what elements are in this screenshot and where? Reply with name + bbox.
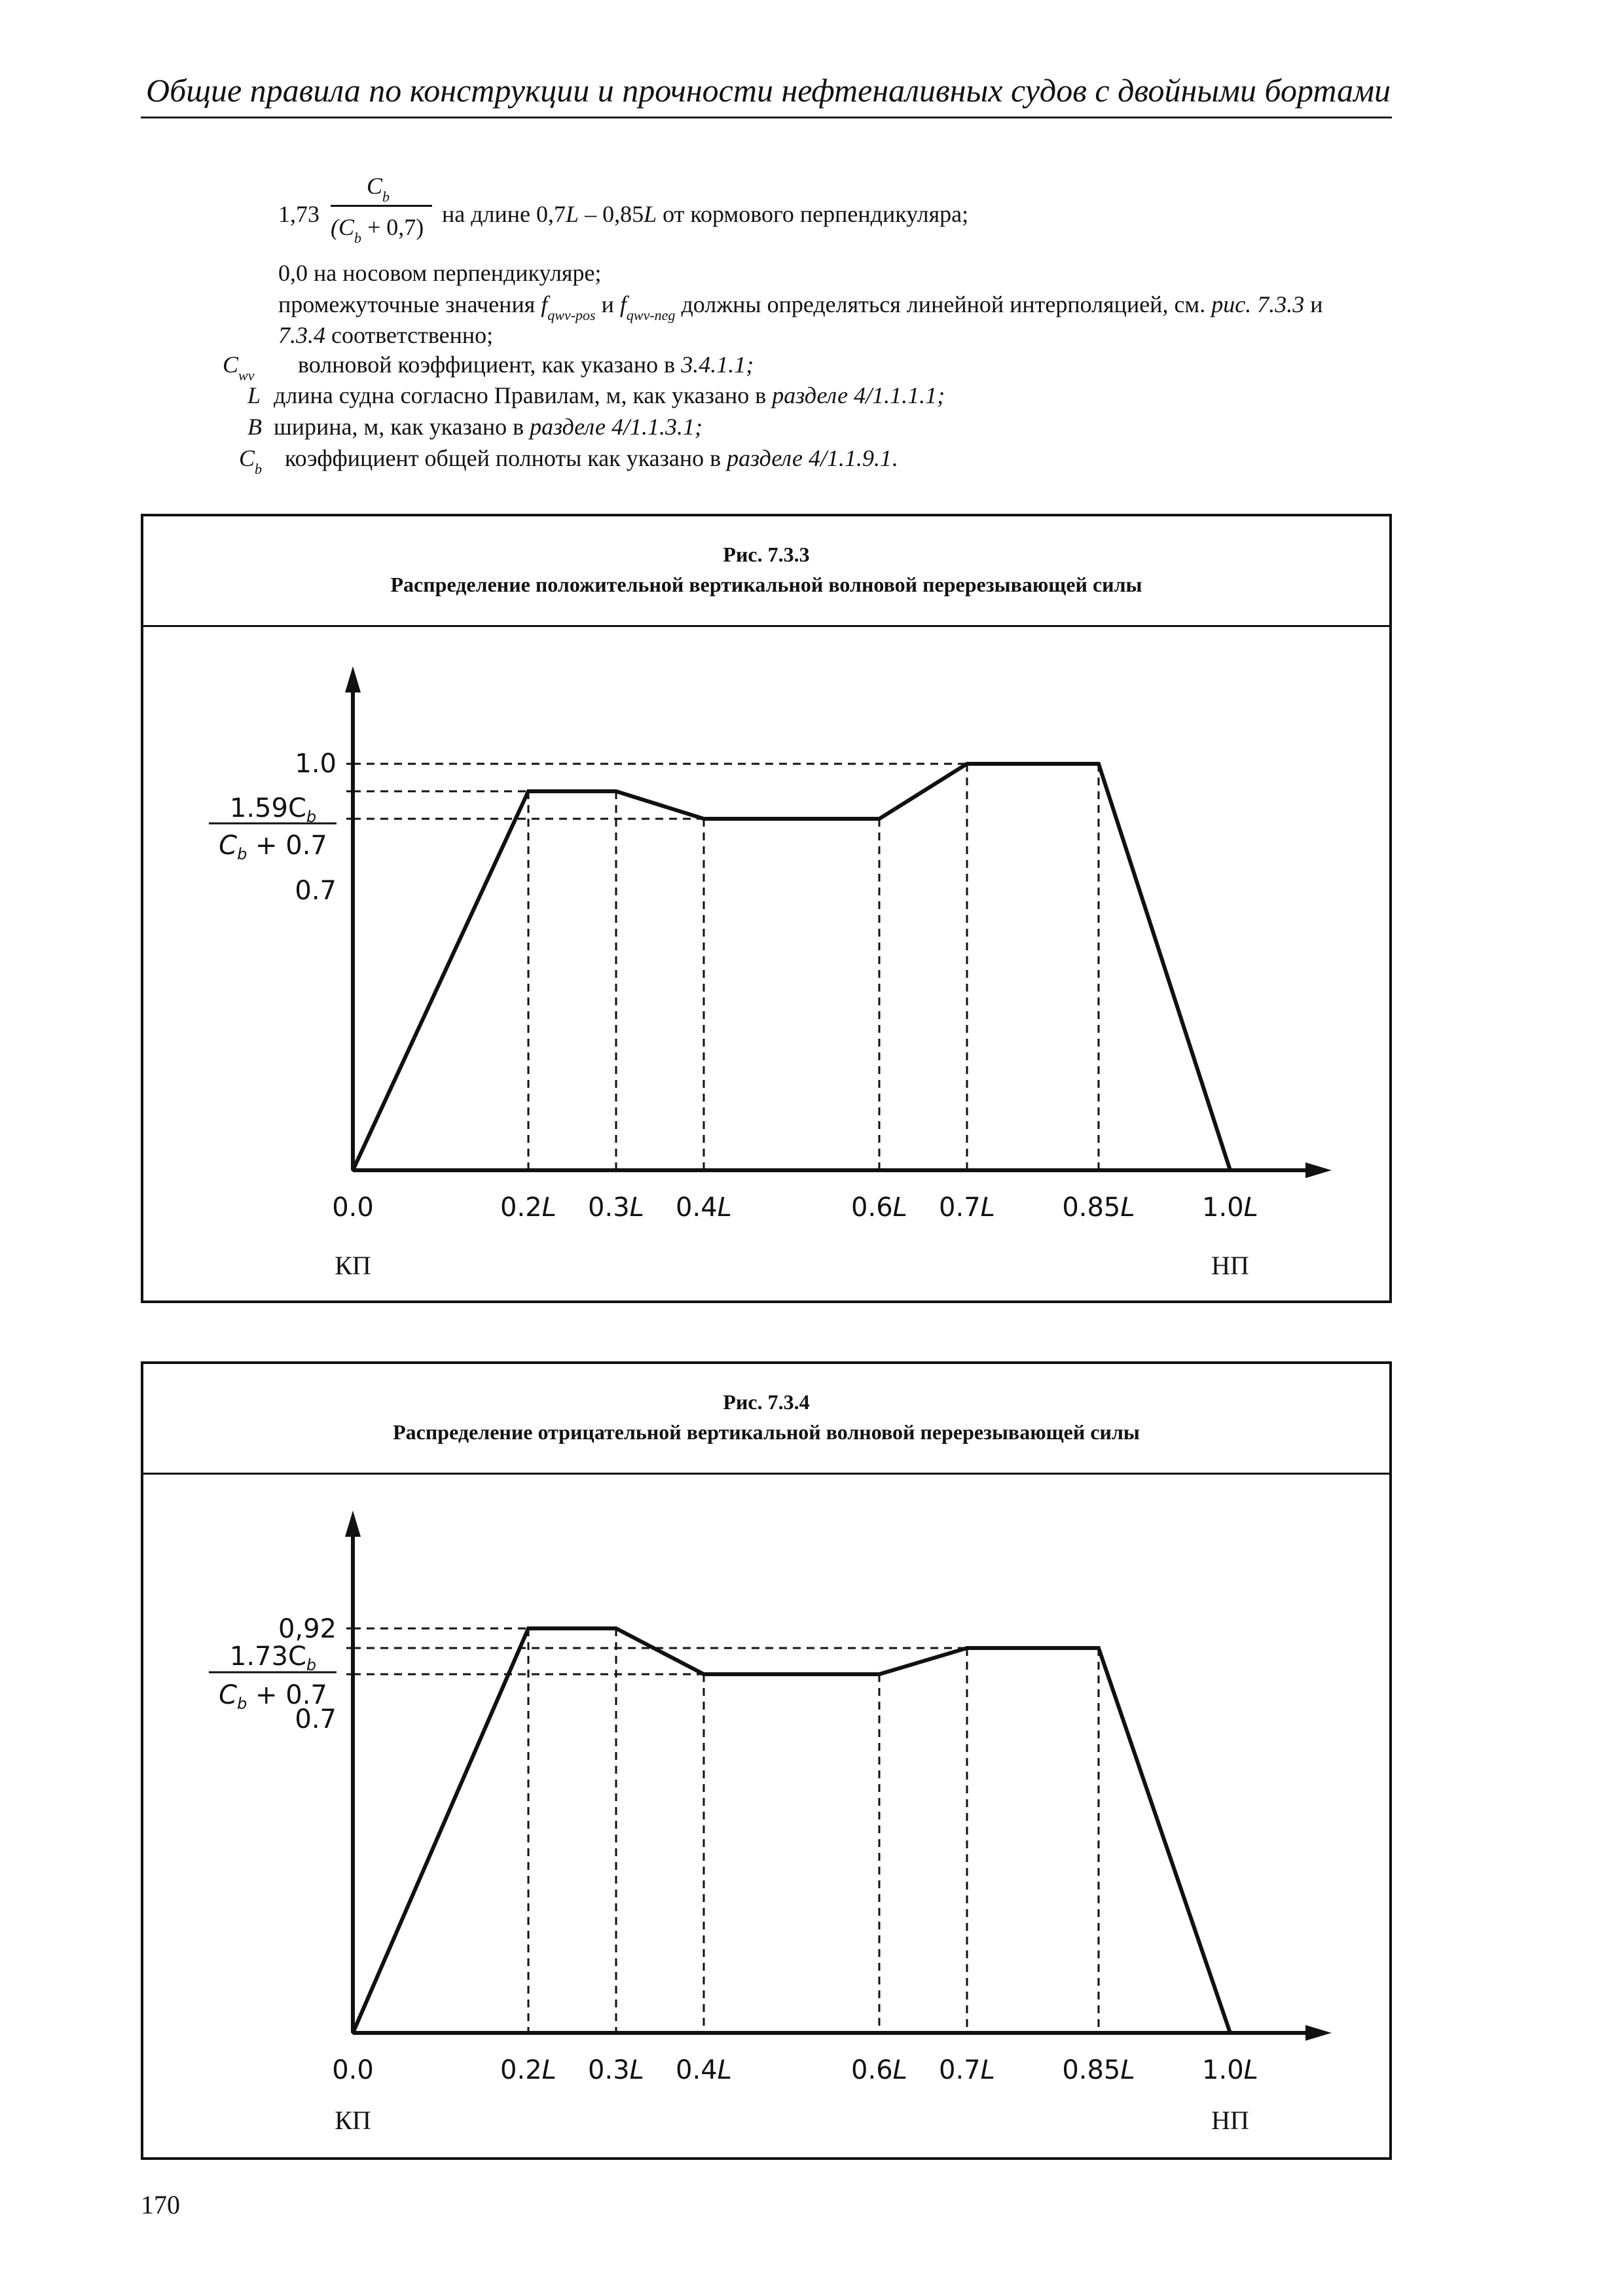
y-label-fraction — [209, 1641, 337, 1713]
data-point — [1097, 1647, 1100, 1649]
formula-numerator: $C_b$ — [367, 173, 390, 205]
def-b-symbol: B — [247, 414, 262, 440]
data-point — [615, 790, 617, 793]
data-point — [527, 1627, 530, 1630]
def-cb-symbol: $C_b$ — [239, 445, 263, 477]
data-point — [878, 1673, 881, 1676]
y-label-low: 0.7 — [295, 876, 337, 906]
def-b-text: ширина, м, как указано в разделе 4/1.1.3.1; — [274, 414, 702, 440]
x-end-label-aft: КП — [335, 2106, 371, 2135]
data-point — [615, 1627, 617, 1630]
figure-7-3-3 — [141, 514, 1392, 1303]
y-axis-arrow — [345, 666, 361, 692]
x-axis-arrow — [1305, 1162, 1332, 1178]
page-header-title: Общие правила по конструкции и прочности нефтеналивных судов с двойными бортами — [145, 72, 1391, 109]
def-l-text: длина судна согласно Правилам, м, как указано в разделе 4/1.1.1.1; — [274, 382, 945, 408]
figure-header — [143, 516, 1389, 627]
x-end-label-aft: КП — [335, 1251, 371, 1280]
chart-positive-shear — [143, 627, 1389, 1300]
x-tick-label: 1.0L — [1202, 1193, 1258, 1223]
data-point — [1229, 2032, 1231, 2034]
data-point — [966, 1647, 968, 1649]
figure-caption: Распределение положительной вертикальной волновой перерезывающей силы — [390, 573, 1142, 596]
x-tick-label: 0.6L — [851, 2055, 907, 2085]
formula-coefficient: 1,73 — [278, 201, 319, 227]
def-cwv-text: волновой коэффициент, как указано в 3.4.1.1; — [298, 351, 754, 378]
data-point — [352, 1169, 354, 1172]
x-end-label-fore: НП — [1211, 2106, 1249, 2135]
x-tick-label: 0.0 — [332, 2055, 374, 2085]
def-cb-text: коэффициент общей полноты как указано в разделе 4/1.1.9.1. — [285, 445, 898, 471]
data-point — [878, 817, 881, 820]
formula-fraction-bar — [331, 205, 432, 207]
figure-caption: Распределение отрицательной вертикальной волновой перерезывающей силы — [393, 1420, 1140, 1444]
figure-header — [143, 1364, 1389, 1475]
y-fraction-numerator: $1.59C_b$ — [229, 793, 317, 826]
y-label-top: 1.0 — [295, 749, 337, 779]
x-tick-label: 0.6L — [851, 1193, 907, 1223]
x-end-label-fore: НП — [1211, 1251, 1249, 1280]
x-tick-label: 0.4L — [676, 2055, 732, 2085]
figure-7-3-4 — [141, 1361, 1392, 2160]
page-number: 170 — [141, 2190, 180, 2219]
x-tick-label: 0.2L — [500, 1193, 556, 1223]
figure-number: Рис. 7.3.4 — [723, 1390, 810, 1414]
data-point — [1229, 1169, 1231, 1172]
y-fraction-denominator: $C_b + 0.7$ — [219, 1680, 327, 1713]
y-label-low: 0.7 — [295, 1704, 337, 1734]
data-point — [702, 817, 705, 820]
x-tick-label: 0.0 — [332, 1193, 374, 1223]
figure-number: Рис. 7.3.3 — [723, 543, 810, 566]
def-l-symbol: L — [247, 382, 261, 408]
header-divider — [141, 117, 1392, 118]
def-cwv-symbol: $C_{wv}$ — [223, 351, 255, 384]
y-fraction-denominator: $C_b + 0.7$ — [219, 831, 327, 863]
text-line-bow: 0,0 на носовом перпендикуляре; — [278, 260, 602, 286]
x-tick-label: 0.85L — [1062, 1193, 1135, 1223]
data-point — [527, 790, 530, 793]
formula-denominator: $(C_b + 0,7)$ — [331, 214, 424, 246]
x-tick-label: 0.7L — [939, 2055, 995, 2085]
x-axis-arrow — [1305, 2025, 1332, 2041]
x-tick-label: 0.3L — [588, 2055, 644, 2085]
y-label-fraction — [209, 793, 337, 863]
x-tick-label: 0.3L — [588, 1193, 644, 1223]
text-line-respectively: 7.3.4 соответственно; — [278, 322, 494, 348]
formula-range-text: на длине 0,7L – 0,85L от кормового перпендикуляра; — [442, 201, 969, 227]
y-axis-arrow — [345, 1511, 361, 1537]
x-tick-label: 1.0L — [1202, 2055, 1258, 2085]
y-fraction-numerator: $1.73C_b$ — [229, 1641, 317, 1674]
data-point — [1097, 762, 1100, 765]
x-tick-label: 0.85L — [1062, 2055, 1135, 2085]
chart-negative-shear — [143, 1475, 1389, 2157]
data-point — [966, 762, 968, 765]
x-tick-label: 0.2L — [500, 2055, 556, 2085]
y-label-top: 0,92 — [278, 1614, 337, 1644]
data-point — [352, 2032, 354, 2034]
x-tick-label: 0.7L — [939, 1193, 995, 1223]
text-line-intermediate: промежуточные значения $f_{qwv-pos}$ и $f_{qwv-neg}$ должны определяться линейной интерполяцией, см. рис. 7.3.3 и — [278, 291, 1323, 323]
data-point — [702, 1673, 705, 1676]
x-tick-label: 0.4L — [676, 1193, 732, 1223]
